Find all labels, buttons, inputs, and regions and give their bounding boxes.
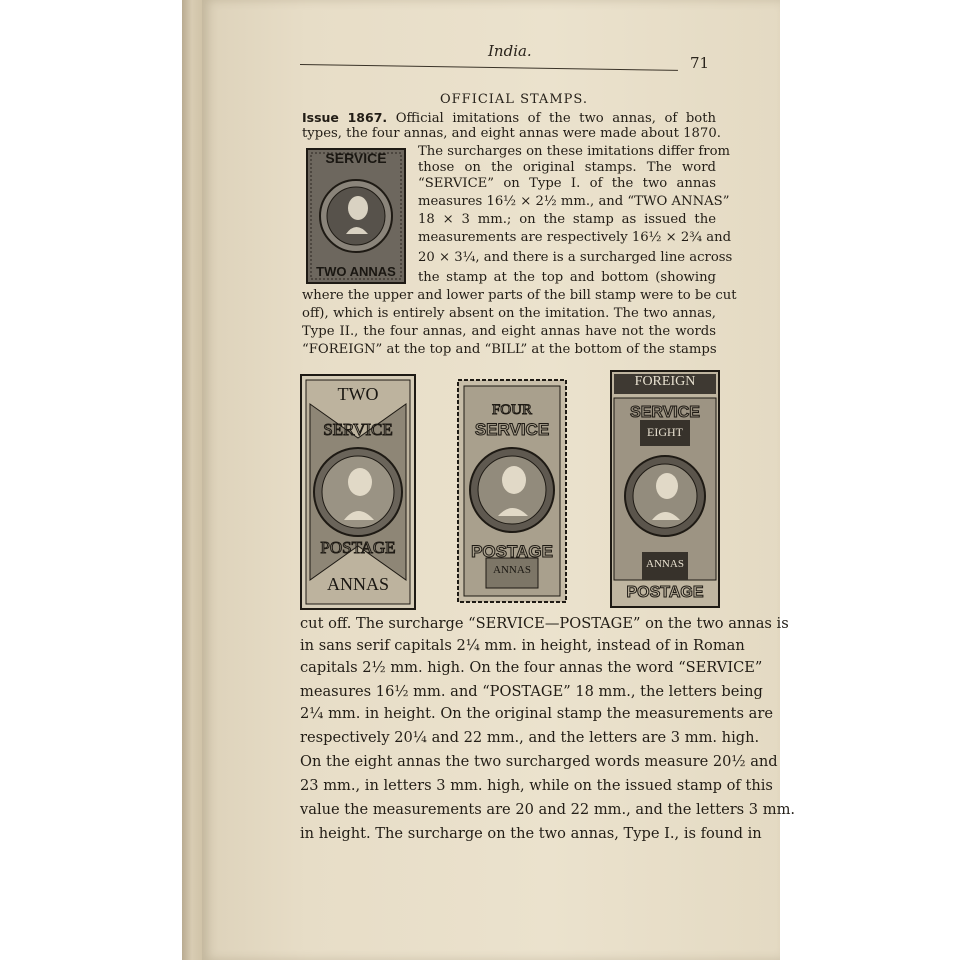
stamp-overprint-bottom: POSTAGE bbox=[320, 538, 396, 557]
text-line: 23 mm., in letters 3 mm. high, while on the issued stamp of this bbox=[300, 777, 773, 794]
text-line: Type II., the four annas, and eight annas have not the words bbox=[302, 324, 716, 339]
stamp-bottom-label: ANNAS bbox=[493, 564, 531, 576]
text-line: The surcharges on these imitations differ from bbox=[418, 144, 731, 159]
stamp-two-annas-type-one bbox=[306, 148, 406, 284]
text-line: On the eight annas the two surcharged words measure 20½ and bbox=[300, 753, 778, 770]
text-line: “FOREIGN” at the top and “BILL” at the bottom of the stamps bbox=[302, 342, 717, 357]
text-line: where the upper and lower parts of the bill stamp were to be cut bbox=[302, 288, 737, 303]
text-line: 2¼ mm. in height. On the original stamp the measurements are bbox=[300, 705, 773, 722]
stamp-top-label: FOREIGN bbox=[634, 374, 696, 389]
stamp-four-annas bbox=[456, 378, 568, 604]
stamp-top-label: TWO bbox=[337, 384, 379, 404]
text-line: in sans serif capitals 2¼ mm. in height, instead of in Roman bbox=[300, 637, 745, 654]
book-spine bbox=[182, 0, 204, 960]
text-line: 20 × 3¼, and there is a surcharged line across bbox=[418, 250, 733, 265]
stamp-top-label: SERVICE bbox=[325, 150, 387, 166]
text-line: measurements are respectively 16½ × 2¾ and bbox=[418, 230, 732, 245]
stamp-overprint-top: SERVICE bbox=[630, 404, 700, 421]
text-line: those on the original stamps. The word bbox=[418, 160, 716, 175]
stamp-overprint-top: SERVICE bbox=[323, 420, 393, 439]
text-line: 18 × 3 mm.; on the stamp as issued the bbox=[418, 212, 716, 227]
text-line: in height. The surcharge on the two annas, Type I., is found in bbox=[300, 825, 762, 842]
stamp-overprint-top: SERVICE bbox=[474, 420, 550, 439]
text-line: value the measurements are 20 and 22 mm., and the letters 3 mm. bbox=[300, 801, 796, 818]
stamp-value-label: EIGHT bbox=[647, 425, 683, 439]
text-line: off), which is entirely absent on the imitation. The two annas, bbox=[302, 306, 716, 321]
stamp-top-label: FOUR bbox=[491, 402, 532, 418]
text-line: respectively 20¼ and 22 mm., and the letters are 3 mm. high. bbox=[300, 729, 760, 746]
stamp-overprint-bottom: POSTAGE bbox=[626, 584, 704, 601]
text-line: capitals 2½ mm. high. On the four annas the word “SERVICE” bbox=[300, 659, 763, 676]
section-title: OFFICIAL STAMPS. bbox=[440, 92, 588, 107]
text-line: measures 16½ mm. and “POSTAGE” 18 mm., the letters being bbox=[300, 683, 763, 700]
text-line: measures 16½ × 2½ mm., and “TWO ANNAS” bbox=[418, 194, 730, 209]
text-line: “SERVICE” on Type I. of the two annas bbox=[418, 176, 716, 191]
text-line: types, the four annas, and eight annas were made about 1870. bbox=[302, 126, 721, 141]
text-line: cut off. The surcharge “SERVICE—POSTAGE” on the two annas is bbox=[300, 615, 789, 632]
text-line: Issue 1867. Official imitations of the two annas, of both bbox=[302, 110, 716, 126]
stamp-bottom-label: ANNAS bbox=[326, 574, 389, 594]
issue-label: Issue 1867. bbox=[302, 110, 388, 125]
stamp-bottom-value: ANNAS bbox=[646, 558, 684, 570]
stamp-overprint-bottom: POSTAGE bbox=[471, 542, 553, 561]
stamp-eight-annas bbox=[610, 370, 720, 608]
stamp-two-annas-type-two bbox=[300, 374, 416, 610]
running-head: India. bbox=[488, 42, 532, 60]
page-number: 71 bbox=[690, 54, 710, 72]
stamp-bottom-label: TWO ANNAS bbox=[316, 264, 396, 279]
text-line: the stamp at the top and bottom (showing bbox=[418, 270, 716, 285]
